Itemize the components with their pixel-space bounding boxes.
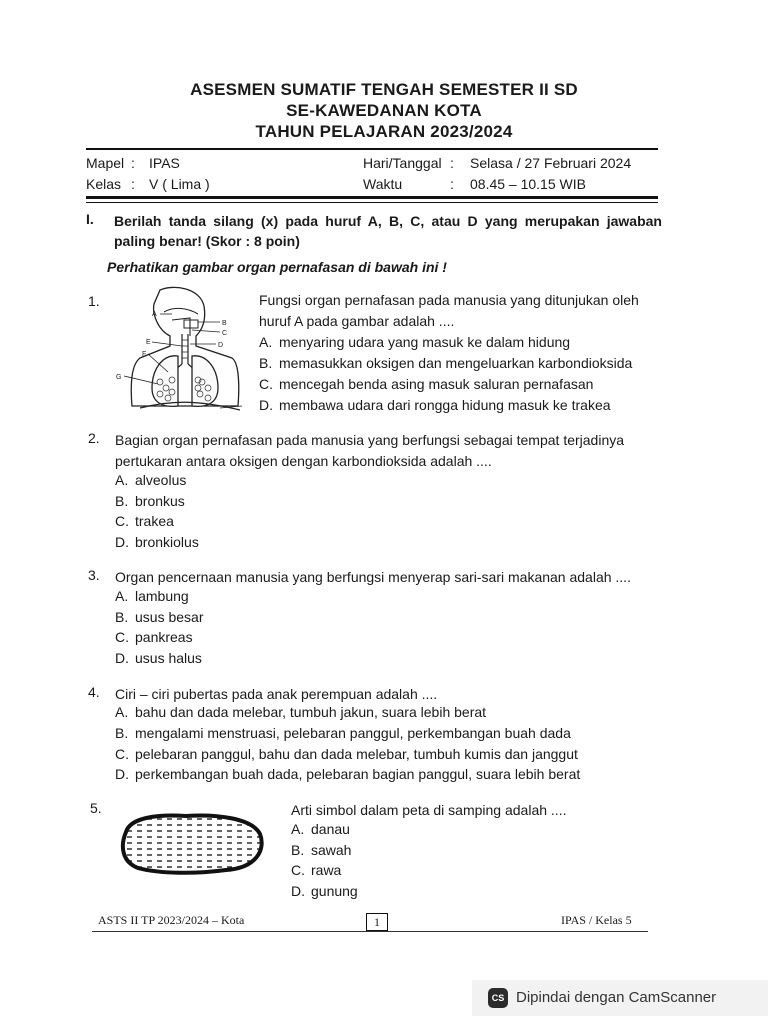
footer-divider [92, 931, 648, 932]
question-number: 4. [88, 684, 100, 700]
waktu-value: 08.45 – 10.15 WIB [470, 176, 586, 192]
question-number: 3. [88, 567, 100, 583]
page-number: 1 [366, 913, 388, 931]
info-divider-thick [86, 196, 658, 199]
question-text: Arti simbol dalam peta di samping adalah .... [291, 802, 567, 818]
question-number: 2. [88, 430, 100, 446]
mapel-sep: : [131, 155, 135, 171]
figure-label-e: E [146, 339, 151, 346]
question-text: Organ pencernaan manusia yang berfungsi menyerap sari-sari makanan adalah .... [115, 569, 631, 585]
question-text-cont: pertukaran antara oksigen dengan karbondioksida adalah .... [115, 453, 492, 469]
footer-exam-code: ASTS II TP 2023/2024 – Kota [98, 913, 245, 927]
answer-option[interactable]: D. bronkiolus [115, 534, 199, 550]
answer-option[interactable]: A. lambung [115, 588, 189, 604]
question-text: Fungsi organ pernafasan pada manusia yang ditunjukan oleh [259, 292, 639, 308]
footer-subject: IPAS / Kelas 5 [561, 913, 632, 927]
kelas-value: V ( Lima ) [149, 176, 210, 192]
answer-option[interactable]: C. pelebaran panggul, bahu dan dada melebar, tumbuh kumis dan janggut [115, 746, 578, 762]
answer-option[interactable]: D. gunung [291, 883, 358, 899]
hari-label: Hari/Tanggal [363, 155, 442, 171]
kelas-sep: : [131, 176, 135, 192]
answer-option[interactable]: B. memasukkan oksigen dan mengeluarkan karbondioksida [259, 355, 633, 371]
answer-option[interactable]: A. danau [291, 821, 350, 837]
map-symbol-figure [116, 810, 266, 876]
camscanner-logo-icon: CS [488, 988, 508, 1008]
kelas-label: Kelas [86, 176, 122, 192]
answer-option[interactable]: B. bronkus [115, 493, 185, 509]
hari-sep: : [450, 155, 454, 171]
answer-option[interactable]: A. menyaring udara yang masuk ke dalam hidung [259, 334, 571, 350]
mapel-label: Mapel [86, 155, 125, 171]
answer-option[interactable]: A. bahu dan dada melebar, tumbuh jakun, suara lebih berat [115, 704, 487, 720]
answer-option[interactable]: B. usus besar [115, 609, 204, 625]
answer-option[interactable]: C. pankreas [115, 629, 193, 645]
exam-title: ASESMEN SUMATIF TENGAH SEMESTER II SD [190, 80, 578, 99]
figure-label-b: B [222, 320, 227, 327]
section-instructions: Berilah tanda silang (x) pada huruf A, B, C, atau D yang merupakan jawaban paling benar! (Skor : 8 poin) [114, 213, 662, 249]
question-number: 5. [90, 800, 102, 816]
figure-label-f: F [142, 351, 147, 358]
question-text: Ciri – ciri pubertas pada anak perempuan adalah .... [115, 686, 438, 702]
exam-year: TAHUN PELAJARAN 2023/2024 [255, 122, 513, 141]
waktu-label: Waktu [363, 176, 403, 192]
answer-option[interactable]: B. mengalami menstruasi, pelebaran panggul, perkembangan buah dada [115, 725, 571, 741]
question-text-cont: huruf A pada gambar adalah .... [259, 313, 455, 329]
exam-region: SE-KAWEDANAN KOTA [286, 101, 482, 120]
answer-option[interactable]: B. sawah [291, 842, 352, 858]
answer-option[interactable]: C. mencegah benda asing masuk saluran pernafasan [259, 376, 594, 392]
hari-value: Selasa / 27 Februari 2024 [470, 155, 632, 171]
section-number: I. [86, 211, 94, 227]
answer-option[interactable]: C. rawa [291, 862, 342, 878]
respiratory-system-figure [112, 284, 248, 418]
scanner-watermark-text: Dipindai dengan CamScanner [516, 989, 717, 1006]
figure-label-a: A [152, 311, 157, 318]
header-divider [86, 148, 658, 150]
question-text: Bagian organ pernafasan pada manusia yang berfungsi sebagai tempat terjadinya [115, 432, 625, 448]
answer-option[interactable]: D. usus halus [115, 650, 202, 666]
figure-label-g: G [116, 374, 122, 381]
answer-option[interactable]: A. alveolus [115, 472, 187, 488]
answer-option[interactable]: D. perkembangan buah dada, pelebaran bagian panggul, suara lebih berat [115, 766, 581, 782]
info-divider-thin [86, 202, 658, 203]
figure-label-d: D [218, 342, 224, 349]
mapel-value: IPAS [149, 155, 180, 171]
answer-option[interactable]: D. membawa udara dari rongga hidung masuk ke trakea [259, 397, 611, 413]
figure-instruction: Perhatikan gambar organ pernafasan di bawah ini ! [107, 259, 447, 275]
answer-option[interactable]: C. trakea [115, 513, 174, 529]
waktu-sep: : [450, 176, 454, 192]
question-number: 1. [88, 293, 100, 309]
figure-label-c: C [222, 330, 228, 337]
